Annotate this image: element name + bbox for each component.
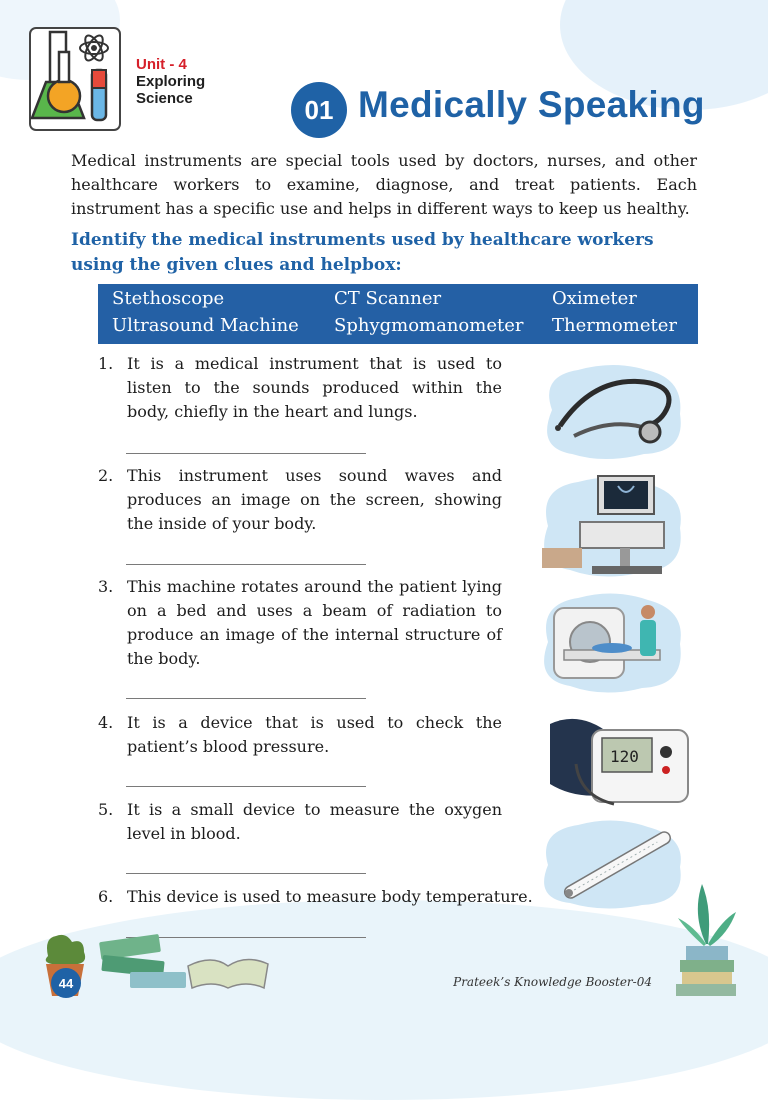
book-title-footer: Prateek’s Knowledge Booster-04 [453,975,652,989]
question-text: This device is used to measure body temperature. [127,887,533,906]
helpbox-word: Sphygmomanometer [334,315,524,336]
question-item [98,575,502,671]
question-item [98,464,502,536]
question-number: 5. [98,800,114,819]
stethoscope-picture [534,356,690,464]
unit-name-line2: Science [136,90,193,107]
question-number: 6. [98,887,114,906]
helpbox-word: Ultrasound Machine [112,315,299,336]
thermometer-picture [534,815,692,911]
unit-name-line1: Exploring [136,73,206,90]
answer-line-5[interactable] [126,873,366,874]
intro-paragraph: Medical instruments are special tools used by doctors, nurses, and other healthcare workers to examine, diagnose, and treat patients. Each instrument has a specific use and helps in different ways to keep us healthy. [71,151,697,218]
question-item [98,711,502,759]
question-text: It is a small device to measure the oxygen level in blood. [127,800,502,843]
answer-line-2[interactable] [126,564,366,565]
plant-and-books-picture [672,874,742,998]
helpbox-word: Stethoscope [112,288,225,309]
question-text: This machine rotates around the patient lying on a bed and uses a beam of radiation to produce an image of the internal structure of the body. [127,577,502,668]
question-number: 4. [98,713,114,732]
unit-label [136,56,205,107]
helpbox-word: Thermometer [552,315,677,336]
answer-line-1[interactable] [126,453,366,454]
page-number: 44 [51,968,81,998]
ct-scanner-picture [534,586,690,698]
svg-text:120: 120 [610,747,639,766]
unit-number: Unit - 4 [136,56,187,73]
helpbox-word: Oximeter [552,288,637,309]
ultrasound-picture [534,470,690,582]
question-item [98,798,502,846]
lesson-number-badge: 01 [291,82,347,138]
question-item [98,885,538,909]
helpbox-word: CT Scanner [334,288,442,309]
books-picture [96,924,276,998]
answer-line-4[interactable] [126,786,366,787]
blood-pressure-monitor-picture [540,704,692,812]
science-lab-logo [22,22,126,134]
question-text: It is a medical instrument that is used to listen to the sounds produced within the body, chiefly in the heart and lungs. [127,354,502,421]
question-item [98,352,502,424]
answer-line-3[interactable] [126,698,366,699]
helpbox [98,284,698,344]
instruction-text: Identify the medical instruments used by healthcare workers using the given clues and helpbox: [71,230,654,275]
question-number: 1. [98,354,114,373]
question-text: It is a device that is used to check the patient’s blood pressure. [127,713,502,756]
question-number: 2. [98,466,114,485]
question-number: 3. [98,577,114,596]
question-text: This instrument uses sound waves and produces an image on the screen, showing the inside of your body. [127,466,502,533]
page-title: Medically Speaking [358,84,705,125]
